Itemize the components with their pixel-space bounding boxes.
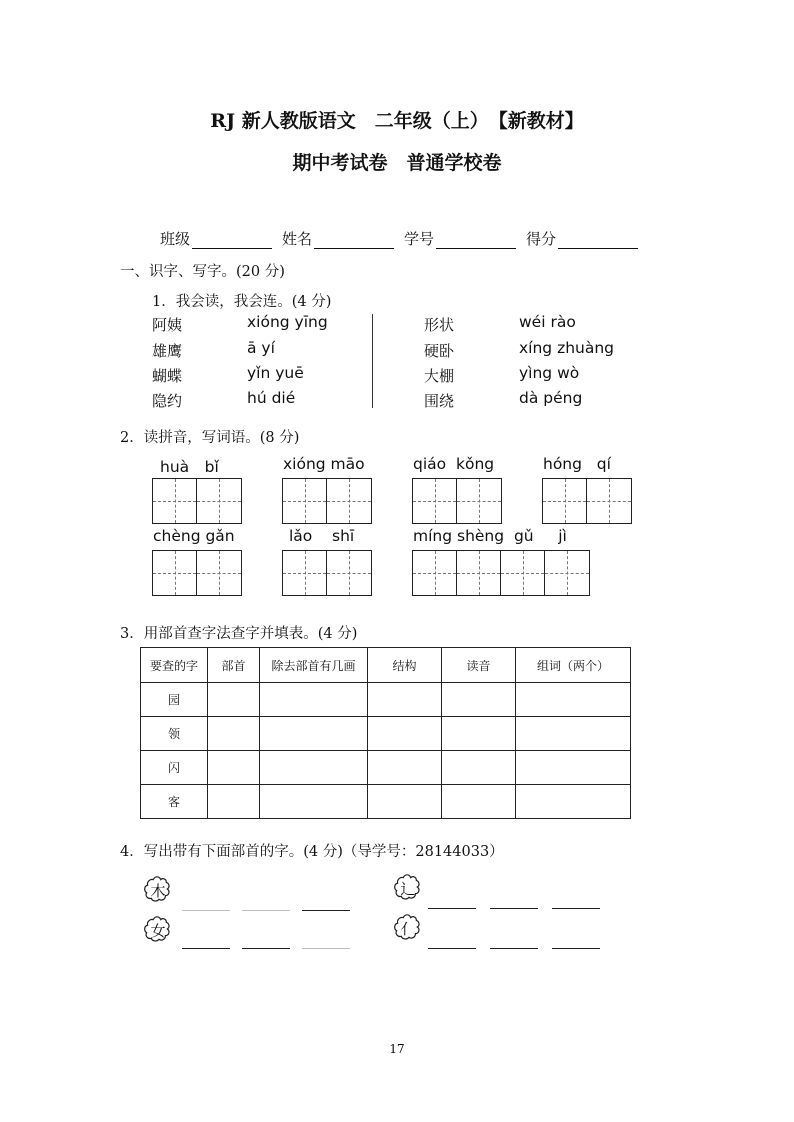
- radical-lookup-table: [140, 647, 631, 819]
- column-header: 读音: [442, 648, 516, 683]
- radical-character: 辶: [400, 880, 416, 898]
- answer-blanks[interactable]: [182, 934, 350, 953]
- id-blank[interactable]: [436, 232, 516, 249]
- words-cell[interactable]: [516, 785, 631, 819]
- q1-right-pinyin[interactable]: wéi rào: [519, 313, 576, 331]
- q2-answer-grid[interactable]: [282, 550, 372, 596]
- structure-cell[interactable]: [368, 751, 442, 785]
- document-subtitle: 期中考试卷 普通学校卷: [292, 152, 502, 174]
- q1-left-word[interactable]: 蝴蝶: [152, 367, 183, 385]
- q1-left-word[interactable]: 隐约: [152, 392, 183, 410]
- pronunciation-cell[interactable]: [442, 751, 516, 785]
- structure-cell[interactable]: [368, 683, 442, 717]
- name-label: 姓名: [282, 230, 313, 248]
- pronunciation-cell[interactable]: [442, 717, 516, 751]
- flower-radical-badge: [142, 874, 174, 906]
- words-cell[interactable]: [516, 717, 631, 751]
- flower-radical-badge: [392, 872, 424, 904]
- tianzige-cell[interactable]: [283, 479, 327, 523]
- q1-left-word[interactable]: 雄鹰: [152, 342, 183, 360]
- q1-left-pinyin[interactable]: yǐn yuē: [247, 364, 304, 382]
- tianzige-cell[interactable]: [545, 551, 589, 595]
- q2-pinyin: qiáo kǒng: [413, 455, 495, 473]
- id-label: 学号: [404, 230, 435, 248]
- q1-left-pinyin[interactable]: hú dié: [247, 389, 296, 407]
- table-row: [141, 717, 631, 751]
- tianzige-cell[interactable]: [457, 551, 501, 595]
- q2-answer-grid[interactable]: [152, 550, 242, 596]
- q1-right-pinyin[interactable]: xíng zhuàng: [519, 339, 615, 357]
- q2-pinyin: míng shèng gǔ jì: [413, 527, 567, 545]
- section-heading: 一、识字、写字。(20 分): [120, 264, 285, 280]
- answer-blanks[interactable]: [428, 894, 600, 913]
- tianzige-cell[interactable]: [153, 551, 197, 595]
- q2-answer-grid[interactable]: [412, 478, 502, 524]
- structure-cell[interactable]: [368, 785, 442, 819]
- lookup-character: 园: [141, 683, 208, 717]
- class-blank[interactable]: [192, 232, 272, 249]
- column-header: 部首: [208, 648, 260, 683]
- q2-pinyin: chèng gǎn: [153, 527, 235, 545]
- q1-left-pinyin[interactable]: xióng yīng: [247, 313, 328, 331]
- table-row: [141, 751, 631, 785]
- q1-left-pinyin[interactable]: ā yí: [247, 339, 275, 357]
- q2-heading: 2．读拼音，写词语。(8 分): [120, 430, 300, 446]
- radical-character: 亻: [400, 920, 416, 938]
- q1-divider: [372, 314, 373, 408]
- class-label: 班级: [160, 230, 191, 248]
- q1-right-pinyin[interactable]: yìng wò: [519, 364, 580, 382]
- q3-heading: 3．用部首查字法查字并填表。(4 分): [120, 626, 358, 642]
- words-cell[interactable]: [516, 751, 631, 785]
- tianzige-cell[interactable]: [501, 551, 545, 595]
- radical-cell[interactable]: [208, 683, 260, 717]
- column-header: 要查的字: [141, 648, 208, 683]
- document-title: RJ 新人教版语文 二年级（上） 【新教材】: [210, 110, 584, 132]
- q2-answer-grid[interactable]: [412, 550, 590, 596]
- table-row: [141, 683, 631, 717]
- strokes-cell[interactable]: [260, 785, 368, 819]
- column-header: 除去部首有几画: [260, 648, 368, 683]
- tianzige-cell[interactable]: [327, 479, 371, 523]
- q2-pinyin: hóng qí: [543, 455, 611, 473]
- lookup-character: 客: [141, 785, 208, 819]
- q2-answer-grid[interactable]: [282, 478, 372, 524]
- column-header: 结构: [368, 648, 442, 683]
- flower-radical-badge: [142, 914, 174, 946]
- name-blank[interactable]: [314, 232, 394, 249]
- q1-right-word[interactable]: 大棚: [424, 367, 455, 385]
- tianzige-cell[interactable]: [197, 551, 241, 595]
- page-number: 17: [389, 1042, 405, 1056]
- strokes-cell[interactable]: [260, 683, 368, 717]
- radical-cell[interactable]: [208, 717, 260, 751]
- column-header: 组词（两个）: [516, 648, 631, 683]
- lookup-character: 闪: [141, 751, 208, 785]
- tianzige-cell[interactable]: [153, 479, 197, 523]
- tianzige-cell[interactable]: [327, 551, 371, 595]
- student-info-row: [160, 228, 648, 249]
- tianzige-cell[interactable]: [197, 479, 241, 523]
- q2-pinyin: lǎo shī: [289, 527, 355, 545]
- strokes-cell[interactable]: [260, 717, 368, 751]
- q1-right-word[interactable]: 形状: [424, 316, 455, 334]
- q2-pinyin: xióng māo: [283, 455, 365, 473]
- q1-right-word[interactable]: 围绕: [424, 392, 455, 410]
- table-row: [141, 785, 631, 819]
- q2-answer-grid[interactable]: [542, 478, 632, 524]
- q4-heading: 4．写出带有下面部首的字。(4 分)（导学号：28144033）: [120, 844, 504, 860]
- radical-character: 木: [150, 882, 166, 900]
- strokes-cell[interactable]: [260, 751, 368, 785]
- q1-heading: 1．我会读，我会连。(4 分): [152, 294, 332, 310]
- score-blank[interactable]: [558, 232, 638, 249]
- q1-left-word[interactable]: 阿姨: [152, 316, 183, 334]
- pronunciation-cell[interactable]: [442, 683, 516, 717]
- tianzige-cell[interactable]: [457, 479, 501, 523]
- tianzige-cell[interactable]: [543, 479, 587, 523]
- score-label: 得分: [526, 230, 557, 248]
- flower-radical-badge: [392, 912, 424, 944]
- q1-right-pinyin[interactable]: dà péng: [519, 389, 583, 407]
- q2-pinyin: huà bǐ: [160, 458, 219, 476]
- pronunciation-cell[interactable]: [442, 785, 516, 819]
- radical-cell[interactable]: [208, 751, 260, 785]
- table-header-row: [141, 648, 631, 683]
- q1-right-word[interactable]: 硬卧: [424, 342, 455, 360]
- radical-cell[interactable]: [208, 785, 260, 819]
- lookup-character: 领: [141, 717, 208, 751]
- structure-cell[interactable]: [368, 717, 442, 751]
- tianzige-cell[interactable]: [413, 479, 457, 523]
- words-cell[interactable]: [516, 683, 631, 717]
- tianzige-cell[interactable]: [413, 551, 457, 595]
- tianzige-cell[interactable]: [587, 479, 631, 523]
- answer-blanks[interactable]: [182, 896, 350, 915]
- tianzige-cell[interactable]: [283, 551, 327, 595]
- answer-blanks[interactable]: [428, 934, 600, 953]
- radical-character: 女: [150, 922, 166, 940]
- q2-answer-grid[interactable]: [152, 478, 242, 524]
